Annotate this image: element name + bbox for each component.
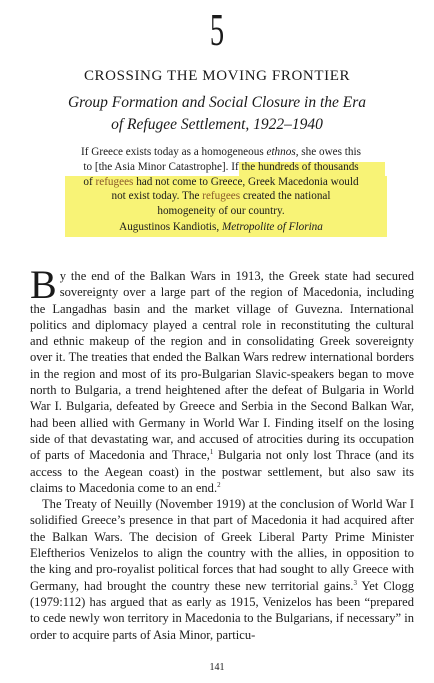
chapter-subtitle (20, 92, 414, 136)
epigraph-line: to [the Asia Minor Catastrophe]. If the hundreds of thousands (83, 160, 359, 173)
footnote-ref[interactable]: 3 (353, 578, 357, 587)
subtitle-line-1: Group Formation and Social Closure in the Era (67, 94, 367, 111)
page-number: 141 (209, 662, 225, 673)
epigraph-attribution: Augustinos Kandiotis, Metropolite of Florina (119, 220, 323, 233)
subtitle-line-2: of Refugee Settlement, 1922–1940 (111, 116, 323, 133)
body-text (30, 262, 415, 643)
epigraph-line: of refugees had not come to Greece, Greek Macedonia would (83, 175, 359, 188)
epigraph (60, 145, 382, 235)
chapter-title: CROSSING THE MOVING FRONTIER (83, 68, 351, 84)
footnote-ref[interactable]: 1 (209, 448, 214, 457)
chapter-number: 5 (209, 4, 225, 55)
epigraph-line: not exist today. The refugees created the national (111, 190, 331, 203)
drop-cap: B (30, 262, 57, 307)
paragraph-2: The Treaty of Neuilly (November 1919) at the conclusion of World War I solidified Greece’s presence in that part of Macedonia it had acquired after the Balkan Wars. The decision of Greek Liberal Party Prime Minister Eleftherios Venizelos to align the country with the allies, in opposition to the king and pro-royalist political forces that had sought to ally Greece with Germany, had brought the country these new territorial gains.$^3$ Yet Clogg (1979:112) has argued that as early as 1915, Venizelos has been “prepared to cede newly won territory in Macedonia to the Bulgarians, if necessary” in order to acquire parts of Asia Minor, particu- (30, 497, 414, 642)
epigraph-line: homogeneity of our country. (157, 205, 285, 218)
paragraph-1: By the end of the Balkan Wars in 1913, the Greek state had secured sovereignty over a large part of the region of Macedonia, including the Langadhas basin and the market village of Guvezna. International politics and diplomacy played a central role in reconstituting the cultural and ethnic makeup of the region and in consolidating Greek sovereignty over it. The treaties that ended the Balkan Wars redrew international borders in the region and most of its pro-Bulgarian Slavic-speakers began to move north to Bulgaria, a trend heightened after the defeat of Bulgaria in World War I. Bulgaria, defeated by Greece and Serbia in the Second Balkan War, had been allied with Germany in World War I. Finding itself on the losing side of that devastating war, and accused of atrocities during its occupation of parts of Macedonia and Thrace,$^1$ Bulgaria not only lost Thrace (and its access to the Aegean coast) in the postwar settlement, but also saw its claims to Macedonia come to an end.$^2$ (30, 262, 415, 495)
footnote-ref[interactable]: 2 (217, 480, 221, 489)
epigraph-line: If Greece exists today as a homogeneous ethnos, she owes this (81, 146, 361, 158)
